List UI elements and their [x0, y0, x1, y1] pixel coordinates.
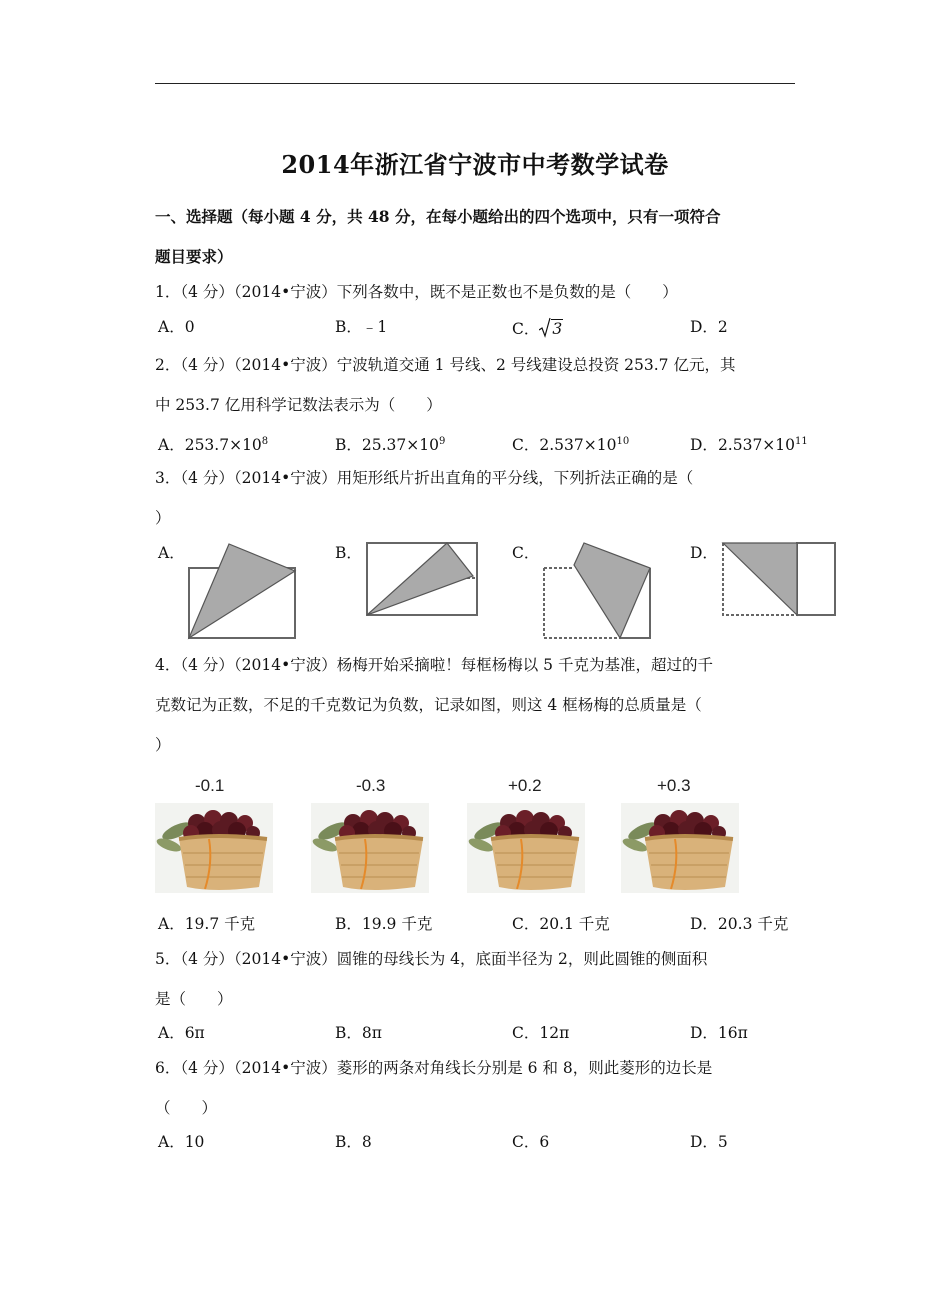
q2-option-a-base: 253.7×10 — [184, 436, 262, 454]
section-heading-line2: 题目要求） — [155, 247, 233, 266]
q4-option-d: D．20.3 千克 — [690, 915, 789, 933]
q6-option-b: B．8 — [335, 1133, 372, 1151]
bayberry-basket-image — [621, 803, 739, 893]
q5-option-b: B．8π — [335, 1024, 382, 1042]
fold-figure-b — [360, 536, 486, 620]
q3-stem-line2: ） — [155, 509, 171, 527]
q4-option-c: C．20.1 千克 — [512, 915, 610, 933]
q3-option-a: A． — [158, 544, 185, 562]
q3-stem-line1: 3．（4 分）（2014•宁波）用矩形纸片折出直角的平分线，下列折法正确的是（ — [155, 469, 694, 487]
q2-option-d-base: 2.537×10 — [717, 436, 796, 454]
q2-stem-line2: 中 253.7 亿用科学记数法表示为（ ） — [155, 396, 442, 414]
header-rule — [155, 83, 795, 84]
q3-option-d: D． — [690, 544, 718, 562]
basket-label-4: +0.3 — [657, 776, 691, 795]
basket-label-3: +0.2 — [508, 776, 542, 795]
q6-option-a: A．10 — [158, 1133, 205, 1151]
q5-option-d: D．16π — [690, 1024, 748, 1042]
q3-option-c: C． — [512, 544, 540, 562]
q1-stem: 1．（4 分）（2014•宁波）下列各数中，既不是正数也不是负数的是（ ） — [155, 283, 678, 301]
q5-option-a: A．6π — [158, 1024, 205, 1042]
q5-stem-line1: 5．（4 分）（2014•宁波）圆锥的母线长为 4，底面半径为 2，则此圆锥的侧面积 — [155, 950, 708, 968]
q2-option-d-label: D． — [690, 436, 718, 454]
fold-figure-d — [714, 536, 840, 620]
q6-stem-line2: （ ） — [155, 1099, 218, 1117]
q3-option-b: B． — [335, 544, 362, 562]
fold-figure-c — [536, 536, 658, 644]
q5-stem-line2: 是（ ） — [155, 990, 233, 1008]
q2-option-c-label: C． — [512, 436, 540, 454]
q2-option-c-base: 2.537×10 — [539, 436, 617, 454]
q1-option-c — [512, 317, 563, 339]
sqrt-sign-icon — [539, 317, 551, 339]
q1-option-c-label: C． — [512, 320, 540, 338]
q2-option-d-exp: 11 — [795, 436, 808, 447]
q2-option-a-exp: 8 — [261, 436, 269, 447]
q1-option-a: A．0 — [158, 318, 195, 336]
q4-stem-line2: 克数记为正数，不足的千克数记为负数，记录如图，则这 4 框杨梅的总质量是（ — [155, 696, 702, 714]
q2-option-b-label: B． — [335, 436, 362, 454]
q6-option-d: D．5 — [690, 1133, 728, 1151]
q1-option-d: D．2 — [690, 318, 728, 336]
q2-option-c-exp: 10 — [616, 436, 630, 447]
q1-option-b: B．﹣1 — [335, 318, 388, 336]
basket-label-1: -0.1 — [195, 776, 225, 795]
q2-option-a — [158, 432, 268, 455]
fold-figure-a — [180, 536, 306, 644]
q2-option-b — [335, 432, 445, 455]
q2-option-c — [512, 432, 629, 455]
q2-option-b-base: 25.37×10 — [361, 436, 439, 454]
q2-stem-line1: 2．（4 分）（2014•宁波）宁波轨道交通 1 号线、2 号线建设总投资 253.7 亿元，其 — [155, 356, 736, 374]
q6-option-c: C．6 — [512, 1133, 550, 1151]
bayberry-basket-image — [155, 803, 273, 893]
q2-option-d — [690, 432, 808, 455]
q4-stem-line1: 4．（4 分）（2014•宁波）杨梅开始采摘啦！每框杨梅以 5 千克为基准，超过的千 — [155, 656, 713, 674]
q4-option-b: B．19.9 千克 — [335, 915, 433, 933]
q2-option-a-label: A． — [158, 436, 185, 454]
bayberry-basket-image — [467, 803, 585, 893]
q1-option-c-radicand: 3 — [552, 320, 563, 338]
page-title: 2014年浙江省宁波市中考数学试卷 — [281, 150, 669, 179]
section-heading-line1: 一、选择题（每小题 4 分，共 48 分，在每小题给出的四个选项中，只有一项符合 — [155, 207, 721, 226]
q4-stem-line3: ） — [155, 736, 171, 754]
q2-option-b-exp: 9 — [438, 436, 446, 447]
q6-stem-line1: 6．（4 分）（2014•宁波）菱形的两条对角线长分别是 6 和 8，则此菱形的边长是 — [155, 1059, 713, 1077]
basket-label-2: -0.3 — [356, 776, 386, 795]
bayberry-basket-image — [311, 803, 429, 893]
q5-option-c: C．12π — [512, 1024, 570, 1042]
q4-option-a: A．19.7 千克 — [158, 915, 256, 933]
